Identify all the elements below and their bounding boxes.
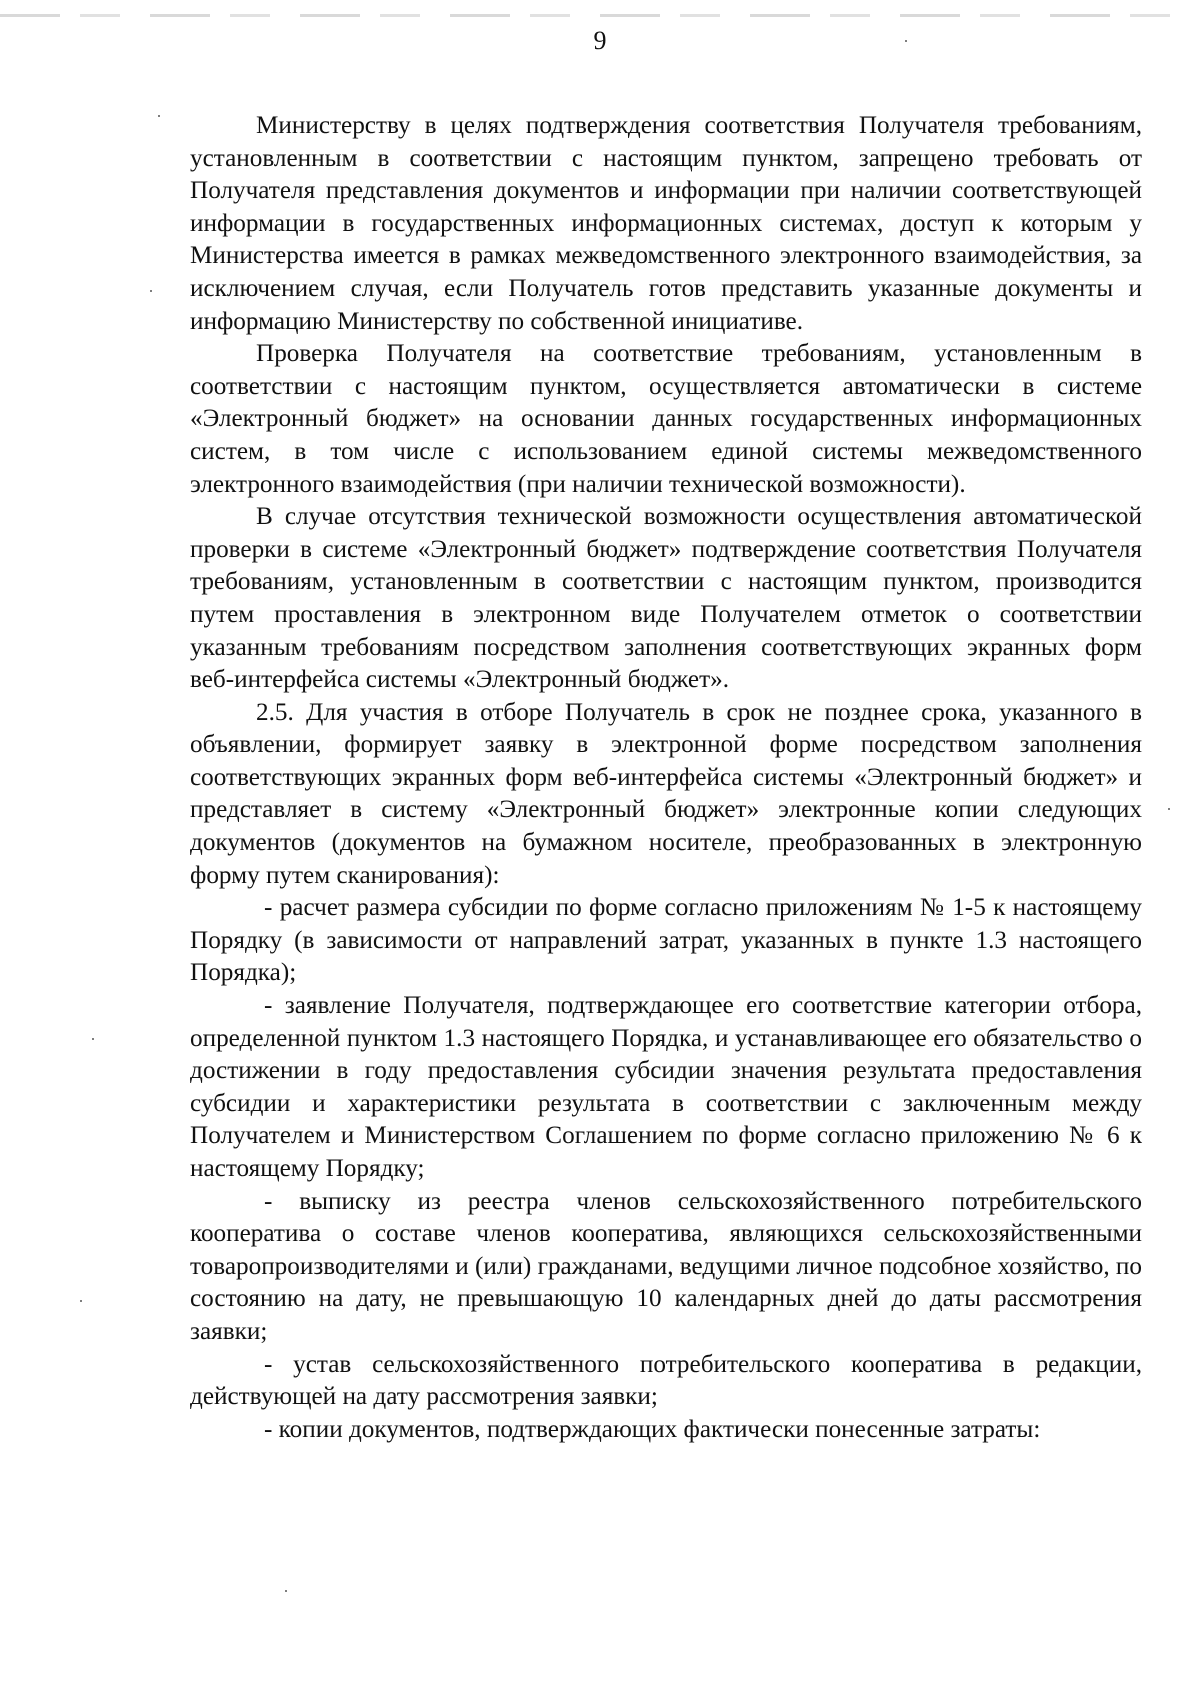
paragraph-2-5-application: 2.5. Для участия в отборе Получатель в срок не позднее срока, указанного в объявлении, формирует заявку в электронной форме посредством заполнения соответствующих экранных форм веб-интерфейса системы «Электронный бюджет» и представляет в систему «Электронный бюджет» электронные копии следующих документов (документов на бумажном носителе, преобразованных в электронную форму путем сканирования): <box>190 698 1142 889</box>
list-item-subsidy-calculation: - расчет размера субсидии по форме согласно приложениям № 1-5 к настоящему Порядку (в зависимости от направлений затрат, указанных в пункте 1.3 настоящего Порядка); <box>190 894 1142 987</box>
paragraph-automatic-check: Проверка Получателя на соответствие требованиям, установленным в соответствии с настоящим пунктом, осуществляется автоматически в системе «Электронный бюджет» на основании данных государственных информационных систем, в том числе с использованием единой системы межведомственного электронного взаимодействия (при наличии технической возможности). <box>190 340 1142 498</box>
page-number: 9 <box>593 26 607 55</box>
scan-edge-artifact <box>0 14 1200 17</box>
list-item-expense-documents: - копии документов, подтверждающих фактически понесенные затраты: <box>264 1415 1041 1443</box>
paragraph-manual-confirmation: В случае отсутствия технической возможности осуществления автоматической проверки в системе «Электронный бюджет» подтверждение соответствия Получателя требованиям, установленным в соответствии с настоящим пунктом, производится путем проставления в электронном виде Получателем отметок о соответствии указанным требованиям посредством заполнения соответствующих экранных форм веб-интерфейса системы «Электронный бюджет». <box>190 503 1142 694</box>
scan-speck <box>80 1300 82 1302</box>
list-item-members-register: - выписку из реестра членов сельскохозяйственного потребительского кооператива о составе членов кооператива, являющихся сельскохозяйственными товаропроизводителями и (или) гражданами, ведущими личное подсобное хозяйство, по состоянию на дату, не превышающую 10 календарных дней до даты рассмотрения заявки; <box>190 1187 1142 1345</box>
scan-speck <box>150 290 152 292</box>
scan-speck <box>92 1038 94 1040</box>
list-item-charter: - устав сельскохозяйственного потребительского кооператива в редакции, действующей на дату рассмотрения заявки; <box>190 1350 1142 1411</box>
list-item-recipient-statement: - заявление Получателя, подтверждающее его соответствие категории отбора, определенной пунктом 1.3 настоящего Порядка, и устанавливающее его обязательство о достижении в году предоставления субсидии значения результата предоставления субсидии и характеристики результата в соответствии с заключенным между Получателем и Министерством Соглашением по форме согласно приложению № 6 к настоящему Порядку; <box>190 992 1142 1182</box>
scan-speck <box>1168 808 1170 810</box>
paragraph-ministry-requirements: Министерству в целях подтверждения соответствия Получателя требованиям, установленным в соответствии с настоящим пунктом, запрещено требовать от Получателя представления документов и информации при наличии соответствующей информации в государственных информационных системах, доступ к которым у Министерства имеется в рамках межведомственного электронного взаимодействия, за исключением случая, если Получатель готов представить указанные документы и информацию Министерству по собственной инициативе. <box>190 112 1142 335</box>
scan-speck <box>158 115 160 117</box>
document-body <box>190 110 1142 1446</box>
scan-speck <box>285 1590 287 1592</box>
scan-speck <box>905 40 907 42</box>
